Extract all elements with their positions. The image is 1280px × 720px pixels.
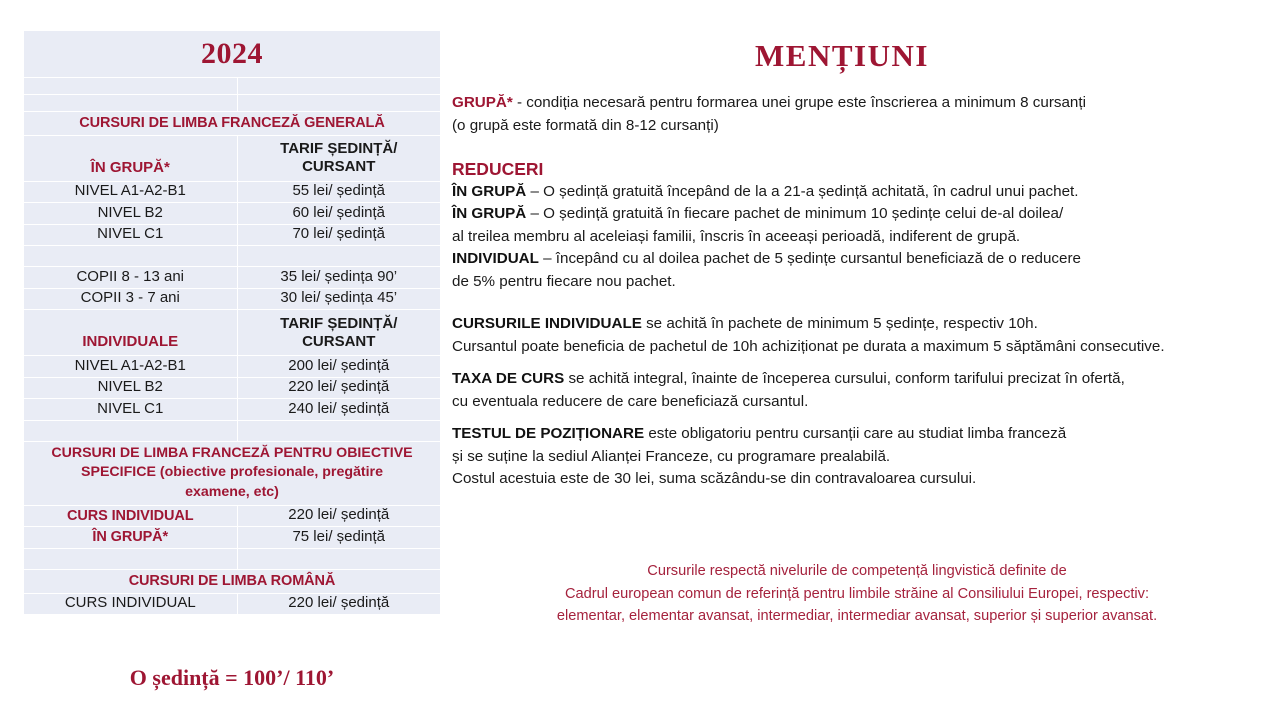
session-duration-note: O ședință = 100’/ 110’ <box>129 665 335 690</box>
price-value: 200 lei/ ședință <box>288 356 390 374</box>
spacer-cell-right <box>237 548 440 569</box>
testul-line-1-rest: este obligatoriu pentru cursanții care au studiat limba franceză <box>644 425 1067 442</box>
individuale-line-1-rest: se achită în pachete de minimum 5 ședințe, respectiv 10h. <box>641 315 1038 332</box>
children-label: COPII 3 - 7 ani <box>80 289 180 307</box>
section-title-romanian: CURSURI DE LIMBA ROMÂNĂ <box>128 572 336 589</box>
test-pozitionare-block <box>452 423 1272 491</box>
header-label-tarif-line2: CURSANT <box>302 158 376 175</box>
reduceri-line-2-rest: – O ședință gratuită în fiecare pachet de minimum 10 ședințe celui de-al doilea/ <box>526 205 1064 223</box>
price-value: 70 lei/ ședință <box>292 225 386 243</box>
footnote-line-1: Cursurile respectă nivelurile de competență lingvistică definite de <box>647 563 1067 579</box>
table-row-header-individual <box>24 310 440 356</box>
spacer-cell-right <box>237 77 440 94</box>
row-label <box>24 356 237 378</box>
grupa-line-1-rest: - condiția necesară pentru formarea unei grupe este înscrierea a minimum 8 cursanți <box>512 94 1086 111</box>
level-label: NIVEL A1-A2-B1 <box>74 182 186 200</box>
course-type-label: CURS INDIVIDUAL <box>66 507 194 524</box>
reduceri-kw-group-1: ÎN GRUPĂ <box>452 182 527 200</box>
section-title-objectives-line1: CURSURI DE LIMBA FRANCEZĂ PENTRU OBIECTIVE <box>51 445 413 462</box>
section-title-objectives-line3: examene, etc) <box>185 483 279 500</box>
price-value: 60 lei/ ședință <box>292 203 386 221</box>
price-table <box>24 31 440 615</box>
table-row <box>24 224 440 246</box>
price-value: 75 lei/ ședință <box>292 527 386 545</box>
table-row-year <box>24 31 440 77</box>
row-price <box>237 224 440 246</box>
row-label <box>24 267 237 289</box>
level-label: NIVEL C1 <box>97 399 164 417</box>
spacer-cell-left <box>24 77 237 94</box>
section-title-objectives-line2: SPECIFICE (obiective profesionale, pregătire <box>81 464 383 481</box>
price-value: 220 lei/ ședință <box>288 378 390 396</box>
row-price <box>237 399 440 421</box>
row-label <box>24 288 237 310</box>
taxa-line-1 <box>452 368 1272 391</box>
year-cell <box>24 31 440 77</box>
footnote-line-2: Cadrul european comun de referință pentru limbile străine al Consiliului Europei, respectiv: <box>564 585 1150 602</box>
row-label <box>24 527 237 549</box>
price-value: 220 lei/ ședință <box>288 594 390 612</box>
header-cell-tarif <box>237 135 440 181</box>
reduceri-line-1-rest: – O ședință gratuită începând de la a 21-a ședință achitată, în cadrul unui pachet. <box>526 182 1079 200</box>
price-value: 30 lei/ ședința 45’ <box>280 289 398 307</box>
reduceri-line-1 <box>452 181 1272 204</box>
table-row-spacer <box>24 94 440 111</box>
table-row-spacer <box>24 246 440 267</box>
price-table-panel <box>0 0 452 720</box>
header-label-individuale: INDIVIDUALE <box>82 333 179 351</box>
individuale-line-2: Cursantul poate beneficia de pachetul de 10h achiziționat pe durata a maximum 5 săptămâni consecutive. <box>452 337 1165 355</box>
reduceri-line-3: al treilea membru al aceleiași familii, înscris în aceeași perioadă, indiferent de grupă. <box>452 227 1021 245</box>
table-row <box>24 203 440 225</box>
grupa-line-2: (o grupă este formată din 8-12 cursanți) <box>452 116 719 134</box>
grupa-block <box>452 92 1272 137</box>
row-label <box>24 593 237 615</box>
table-row-section-french-general <box>24 111 440 135</box>
testul-line-3: Costul acestuia este de 30 lei, suma scăzându-se din contravaloarea cursului. <box>452 470 977 487</box>
reduceri-line-4-rest: – începând cu al doilea pachet de 5 ședințe cursantul beneficiază de o reducere <box>538 250 1081 268</box>
table-row <box>24 593 440 615</box>
price-value: 55 lei/ ședință <box>292 182 386 200</box>
row-label <box>24 399 237 421</box>
table-row-section-romanian <box>24 569 440 593</box>
table-row-section-objectives <box>24 441 440 505</box>
row-price <box>237 505 440 527</box>
row-label <box>24 505 237 527</box>
row-price <box>237 203 440 225</box>
table-row <box>24 399 440 421</box>
row-label <box>24 203 237 225</box>
row-label <box>24 224 237 246</box>
table-row-spacer <box>24 548 440 569</box>
taxa-line-1-rest: se achită integral, înainte de începerea cursului, conform tarifului precizat în ofertă, <box>564 370 1125 387</box>
row-price <box>237 181 440 203</box>
header-cell-in-grupa <box>24 135 237 181</box>
row-label <box>24 377 237 399</box>
footnote-line-3: elementar, elementar avansat, intermediar, intermediar avansat, superior și superior avansat. <box>556 608 1158 625</box>
testul-keyword: TESTUL DE POZIȚIONARE <box>452 425 645 442</box>
mentions-panel <box>452 0 1280 720</box>
price-value: 220 lei/ ședință <box>288 506 390 524</box>
row-price <box>237 377 440 399</box>
cefr-footnote <box>452 560 1262 628</box>
reduceri-kw-group-2: ÎN GRUPĂ <box>452 205 527 223</box>
section-header-cell-objectives <box>24 441 440 505</box>
table-row <box>24 267 440 289</box>
testul-line-1 <box>452 423 1272 446</box>
spacer-cell-right <box>237 246 440 267</box>
header-label-tarif-line1: TARIF ȘEDINȚĂ/ <box>280 140 398 158</box>
reduceri-line-4 <box>452 248 1272 271</box>
spacer-cell-right <box>237 420 440 441</box>
grupa-keyword: GRUPĂ* <box>452 94 513 111</box>
price-value: 240 lei/ ședință <box>288 399 390 417</box>
table-row-spacer <box>24 420 440 441</box>
spacer-cell-right <box>237 94 440 111</box>
taxa-keyword: TAXA DE CURS <box>452 370 565 387</box>
section-header-cell <box>24 111 440 135</box>
level-label: NIVEL C1 <box>97 225 164 243</box>
header-cell-tarif <box>237 310 440 356</box>
cursuri-individuale-block <box>452 313 1272 358</box>
grupa-line-1 <box>452 92 1272 115</box>
taxa-curs-block <box>452 368 1272 413</box>
section-header-cell-romanian <box>24 569 440 593</box>
reduceri-block <box>452 158 1272 293</box>
section-title-french-general: CURSURI DE LIMBA FRANCEZĂ GENERALĂ <box>79 114 385 131</box>
table-row <box>24 527 440 549</box>
spacer-cell-left <box>24 246 237 267</box>
children-label: COPII 8 - 13 ani <box>76 267 185 285</box>
table-row-spacer <box>24 77 440 94</box>
taxa-line-2: cu eventuala reducere de care beneficiază cursantul. <box>452 392 809 410</box>
header-label-tarif-line1: TARIF ȘEDINȚĂ/ <box>280 314 398 332</box>
row-price <box>237 288 440 310</box>
row-price <box>237 593 440 615</box>
level-label: NIVEL A1-A2-B1 <box>74 356 186 374</box>
spacer-cell-left <box>24 94 237 111</box>
reduceri-line-5: de 5% pentru fiecare nou pachet. <box>452 272 676 290</box>
reduceri-heading: REDUCERI <box>452 159 544 179</box>
spacer-cell-left <box>24 420 237 441</box>
level-label: NIVEL B2 <box>97 203 163 221</box>
individuale-line-1 <box>452 313 1272 336</box>
course-type-label: CURS INDIVIDUAL <box>64 594 196 612</box>
table-row <box>24 377 440 399</box>
testul-line-2: și se suține la sediul Alianței Franceze, cu programare prealabilă. <box>452 447 891 465</box>
table-row <box>24 181 440 203</box>
table-row <box>24 505 440 527</box>
year-label: 2024 <box>201 36 263 70</box>
individuale-keyword: CURSURILE INDIVIDUALE <box>452 315 642 332</box>
row-price <box>237 356 440 378</box>
spacer-cell-left <box>24 548 237 569</box>
row-price <box>237 527 440 549</box>
row-label <box>24 181 237 203</box>
reduceri-line-2 <box>452 203 1272 226</box>
row-price <box>237 267 440 289</box>
header-label-tarif-line2: CURSANT <box>302 332 376 350</box>
page-title: MENȚIUNI <box>755 38 929 73</box>
table-row-header-group <box>24 135 440 181</box>
table-row <box>24 288 440 310</box>
table-row <box>24 356 440 378</box>
course-type-label: ÎN GRUPĂ* <box>92 529 169 546</box>
level-label: NIVEL B2 <box>97 378 163 396</box>
header-label-in-grupa: ÎN GRUPĂ* <box>90 158 170 176</box>
reduceri-kw-individual: INDIVIDUAL <box>452 250 539 268</box>
header-cell-individuale <box>24 310 237 356</box>
price-value: 35 lei/ ședința 90’ <box>280 267 398 285</box>
